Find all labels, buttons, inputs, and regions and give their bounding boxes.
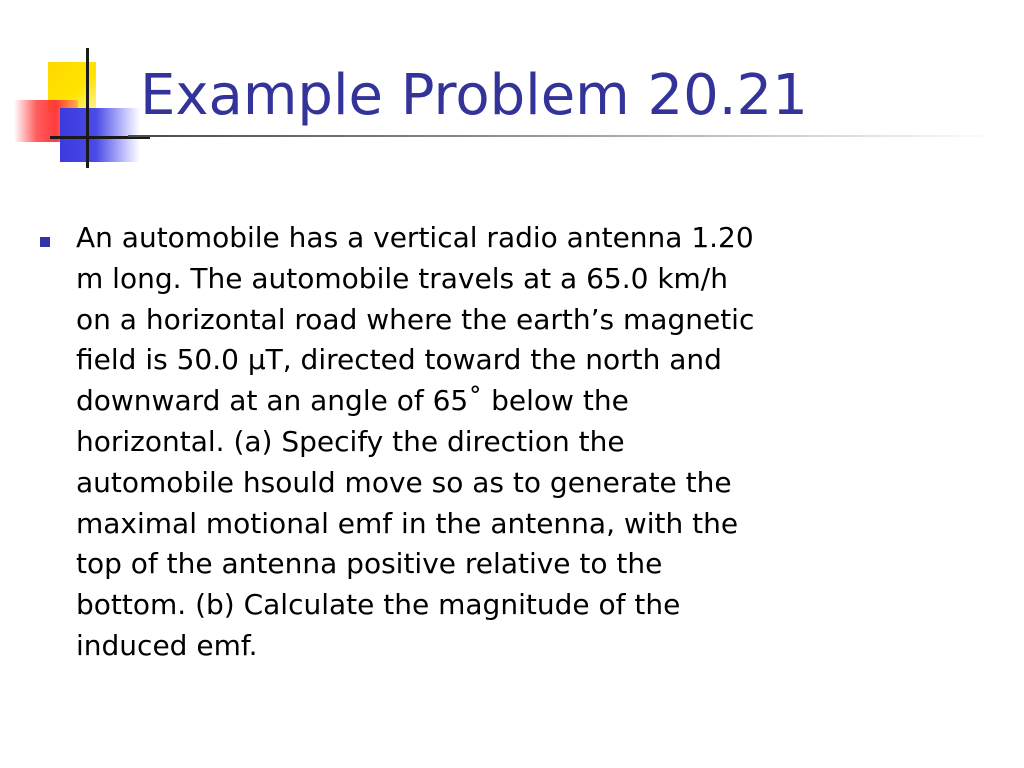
slide-title: Example Problem 20.21	[140, 63, 808, 128]
square-bullet-icon	[40, 237, 50, 247]
slide-body	[40, 218, 920, 667]
bullet-item	[40, 218, 920, 667]
title-underline-rule	[128, 135, 1000, 137]
logo-vertical-line	[86, 48, 89, 168]
decorative-logo-blocks	[0, 0, 150, 175]
bullet-text: An automobile has a vertical radio antenna 1.20 m long. The automobile travels at a 65.0 km/h on a horizontal road where the earth’s magnetic field is 50.0 μT, directed toward the north and downward at an angle of 65˚ below the horizontal. (a) Specify the direction the automobile hsould move so as to generate the maximal motional emf in the antenna, with the top of the antenna positive relative to the bottom. (b) Calculate the magnitude of the induced emf.	[76, 221, 755, 662]
